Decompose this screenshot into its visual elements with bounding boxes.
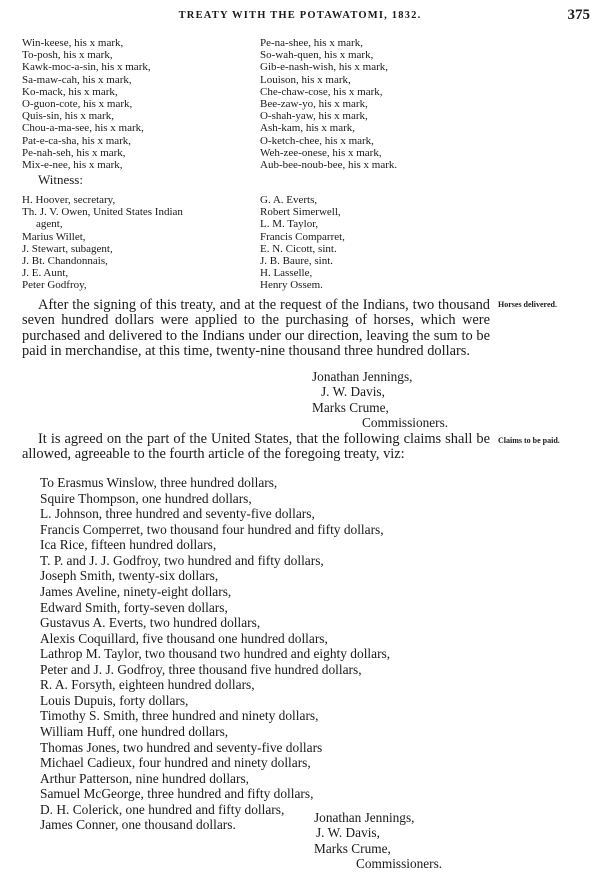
signature-line: Jonathan Jennings, (314, 810, 415, 825)
signature-line: J. W. Davis, (321, 384, 385, 400)
claim-item: Timothy S. Smith, three hundred and ninety dollars, (40, 708, 319, 724)
witness-name: G. A. Everts, (260, 194, 318, 206)
witness-name: H. Hoover, secretary, (22, 194, 116, 206)
claim-item: Squire Thompson, one hundred dollars, (40, 490, 252, 506)
signer-name: O-shah-yaw, his x mark, (260, 110, 368, 123)
signers-left-column (22, 37, 151, 171)
witness-name: J. B. Baure, sint. (260, 255, 334, 268)
running-title: TREATY WITH THE POTAWATOMI, 1832. (178, 10, 422, 21)
claims-paragraph-text: It is agreed on the part of the United States, that the following claims shall be allowed, agreeable to the fourth article of the foregoing treaty, viz: (22, 431, 490, 463)
signature-line: Commissioners. (362, 415, 449, 431)
witness-name: J. E. Aunt, (22, 267, 69, 280)
witnesses-left-column (22, 194, 183, 292)
signature-line: Jonathan Jennings, (312, 369, 413, 384)
witness-name: Henry Ossem. (260, 279, 323, 292)
signer-name: Louison, his x mark, (260, 73, 351, 86)
claim-item: James Conner, one thousand dollars. (40, 817, 236, 833)
claim-item: L. Johnson, three hundred and seventy-five dollars, (40, 506, 315, 522)
signer-name: Aub-bee-noub-bee, his x mark. (260, 159, 398, 172)
claim-item: James Aveline, ninety-eight dollars, (40, 583, 232, 599)
witness-name: Francis Comparret, (260, 230, 345, 243)
claim-item: Alexis Coquillard, five thousand one hundred dollars, (40, 630, 328, 646)
signer-name: Pe-na-shee, his x mark, (260, 37, 363, 49)
signature-line: J. W. Davis, (316, 825, 380, 841)
claim-item: Peter and J. J. Godfroy, three thousand five hundred dollars, (40, 661, 362, 677)
claim-item: Francis Comperret, two thousand four hundred and fifty dollars, (40, 521, 384, 537)
claims-list (40, 475, 390, 833)
signer-name: Che-chaw-cose, his x mark, (260, 85, 383, 98)
signature-line: Commissioners. (356, 856, 443, 872)
claim-item: Louis Dupuis, forty dollars, (40, 692, 189, 708)
witness-name: L. M. Taylor, (260, 218, 319, 231)
signer-name: Weh-zee-onese, his x mark, (260, 146, 382, 159)
commissioners-signatures-1 (312, 369, 448, 431)
witnesses-right-column (260, 194, 345, 292)
witness-heading: Witness: (38, 172, 83, 187)
claim-item: William Huff, one hundred dollars, (40, 724, 229, 739)
claim-item: Michael Cadieux, four hundred and ninety dollars, (40, 755, 311, 771)
claim-item: Ica Rice, fifteen hundred dollars, (40, 537, 217, 553)
signer-name: Pe-nah-seh, his x mark, (22, 146, 126, 159)
witness-name: agent, (36, 218, 63, 231)
claim-item: T. P. and J. J. Godfroy, two hundred and fifty dollars, (40, 552, 324, 568)
witness-name: Th. J. V. Owen, United States Indian (22, 206, 183, 219)
signer-name: Kawk-moc-a-sin, his x mark, (22, 61, 151, 74)
witness-name: J. Stewart, subagent, (22, 242, 113, 255)
signer-name: Win-keese, his x mark, (22, 37, 124, 49)
signers-right-column (260, 37, 397, 171)
witness-name: H. Lasselle, (260, 267, 313, 280)
claim-item: Lathrop M. Taylor, two thousand two hundred and eighty dollars, (40, 646, 391, 662)
signer-name: O-guon-cote, his x mark, (22, 98, 133, 111)
signer-name: Sa-maw-cah, his x mark, (22, 73, 132, 86)
margin-note-claims: Claims to be paid. (498, 436, 560, 445)
signer-name: Chou-a-ma-see, his x mark, (22, 122, 144, 135)
signer-name: To-posh, his x mark, (22, 49, 113, 62)
page-header (0, 8, 600, 26)
horses-paragraph (22, 298, 490, 360)
claim-item: Thomas Jones, two hundred and seventy-five dollars (40, 739, 323, 755)
horses-paragraph-text: After the signing of this treaty, and at the request of the Indians, two thousand seven hundred dollars were applied to the purchasing of horses, which were purchased and delivered to the Indians under our direction, leaving the sum to be paid in merchandise, at this time, twenty-nine thousand three hundred dollars. (22, 297, 490, 360)
margin-note-horses: Horses delivered. (498, 300, 557, 309)
signature-line: Marks Crume, (312, 399, 389, 415)
signer-name: Ash-kam, his x mark, (260, 122, 356, 135)
signer-name: So-wah-quen, his x mark, (260, 49, 374, 62)
claim-item: To Erasmus Winslow, three hundred dollars, (40, 475, 278, 490)
claims-paragraph (22, 432, 490, 463)
signer-name: O-ketch-chee, his x mark, (260, 134, 374, 147)
signer-name: Bee-zaw-yo, his x mark, (260, 98, 368, 111)
claim-item: Arthur Patterson, nine hundred dollars, (40, 770, 249, 786)
witness-name: J. Bt. Chandonnais, (22, 255, 108, 268)
claim-item: R. A. Forsyth, eighteen hundred dollars, (40, 677, 255, 693)
signer-name: Gib-e-nash-wish, his x mark, (260, 61, 389, 74)
witness-name: Peter Godfroy, (22, 279, 87, 292)
signer-name: Ko-mack, his x mark, (22, 85, 118, 98)
claim-item: Samuel McGeorge, three hundred and fifty dollars, (40, 786, 314, 802)
signer-name: Mix-e-nee, his x mark, (22, 159, 123, 172)
signer-name: Pat-e-ca-sha, his x mark, (22, 134, 132, 147)
claim-item: Gustavus A. Everts, two hundred dollars, (40, 615, 261, 631)
claim-item: Edward Smith, forty-seven dollars, (40, 599, 228, 615)
signature-line: Marks Crume, (314, 840, 391, 856)
witness-name: Marius Willet, (22, 230, 86, 243)
claim-item: Joseph Smith, twenty-six dollars, (40, 568, 219, 584)
page-number: 375 (567, 7, 590, 23)
commissioners-signatures-2 (314, 810, 442, 872)
witness-name: E. N. Cicott, sint. (260, 242, 337, 255)
witness-name: Robert Simerwell, (260, 206, 341, 219)
claim-item: D. H. Colerick, one hundred and fifty dollars, (40, 801, 285, 817)
signer-name: Quis-sin, his x mark, (22, 110, 114, 123)
